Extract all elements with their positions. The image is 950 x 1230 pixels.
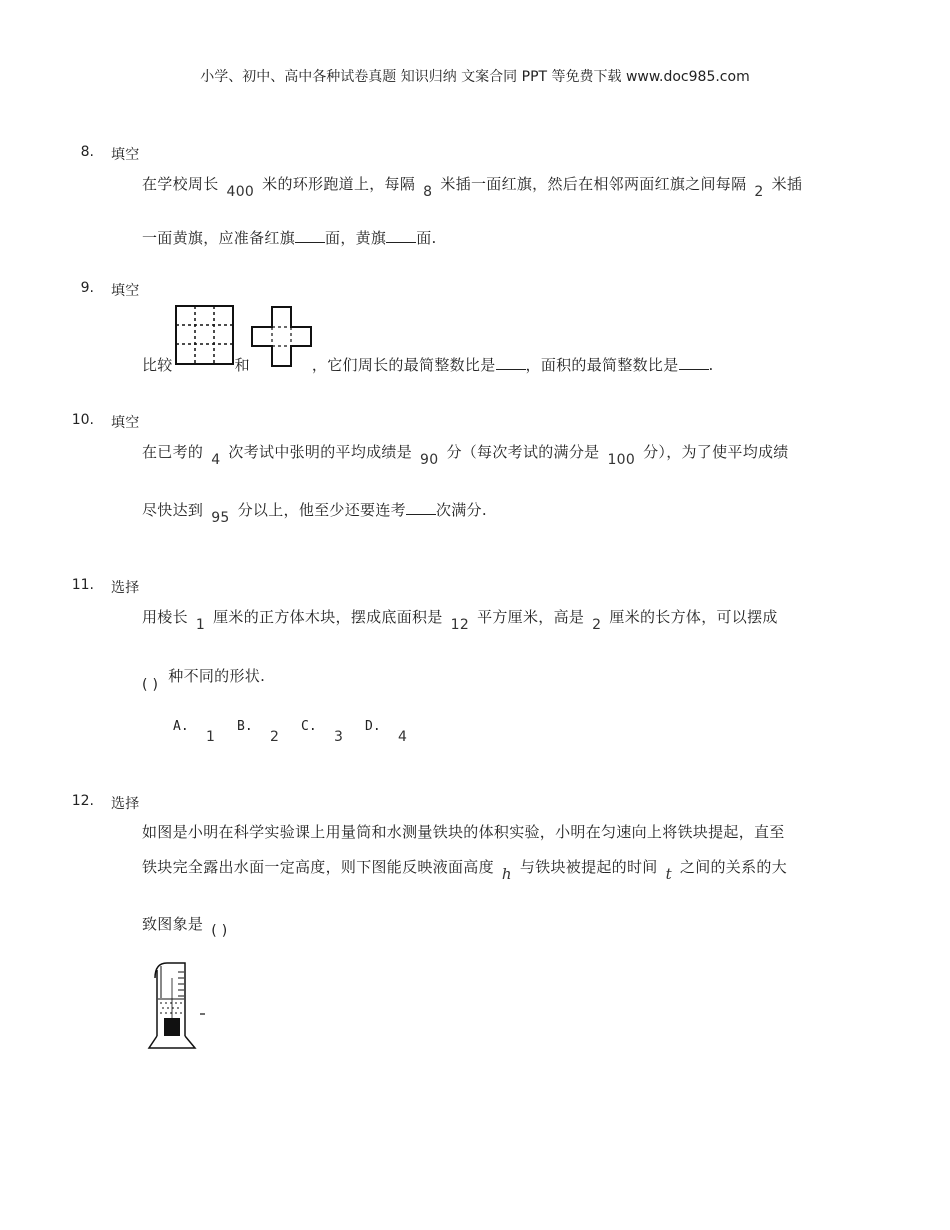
question-type: 填空 — [111, 147, 140, 163]
question-number: 8. — [80, 144, 94, 160]
question-8-label — [40, 144, 100, 160]
q11-line-2: ( ) 种不同的形状. — [142, 667, 266, 693]
q8-line-2: 一面黄旗，应准备红旗 面，黄旗 面. — [142, 229, 437, 247]
question-11-label: 11. — [71, 577, 94, 593]
q8-line-1: 在学校周长 400 米的环形跑道上，每隔 8 米插一面红旗，然后在相邻两面红旗之间每隔 2 米插 — [142, 175, 803, 200]
question-10-label: 10. — [71, 412, 94, 428]
answer-parentheses[interactable]: ( ) — [211, 923, 228, 939]
question-9-label: 9. — [80, 280, 94, 296]
question-type: 选择 — [111, 796, 140, 812]
option-d-value: 4 — [398, 729, 407, 745]
q9-line: 比较 和 ，它们周长的最简整数比是 ，面积的最简整数比是 . — [142, 356, 714, 374]
question-type: 填空 — [111, 415, 140, 431]
answer-parentheses[interactable]: ( ) — [142, 677, 159, 693]
square-grid-figure — [175, 305, 235, 369]
cross-shape-figure — [250, 305, 314, 371]
graduated-cylinder-figure — [145, 958, 215, 1053]
option-b-value: 2 — [270, 729, 279, 745]
option-a-label[interactable]: A. — [173, 719, 189, 734]
answer-blank[interactable] — [496, 355, 526, 370]
question-type: 选择 — [111, 580, 140, 596]
question-type: 填空 — [111, 283, 140, 299]
option-d-label[interactable]: D. — [365, 719, 381, 734]
q12-line-3: 致图象是 ( ) — [142, 915, 228, 939]
option-a-value: 1 — [206, 729, 215, 745]
answer-blank[interactable] — [406, 500, 436, 515]
q12-line-1: 如图是小明在科学实验课上用量筒和水测量铁块的体积实验，小明在匀速向上将铁块提起，直至 — [142, 823, 785, 841]
question-12-label: 12. — [71, 793, 94, 809]
q10-line-2: 尽快达到 95 分以上，他至少还要连考 次满分. — [142, 501, 487, 526]
q11-line-1: 用棱长 1 厘米的正方体木块，摆成底面积是 12 平方厘米，高是 2 厘米的长方体，可以摆成 — [142, 608, 778, 633]
answer-blank[interactable] — [295, 228, 325, 243]
option-b-label[interactable]: B. — [237, 719, 253, 734]
q12-line-2: 铁块完全露出水面一定高度，则下图能反映液面高度 h 与铁块被提起的时间 t 之间的关系的大 — [142, 858, 788, 883]
q10-line-1: 在已考的 4 次考试中张明的平均成绩是 90 分（每次考试的满分是 100 分），为了使平均成绩 — [142, 443, 789, 468]
page-header: 小学、初中、高中各种试卷真题 知识归纳 文案合同 PPT 等免费下载 www.doc985.com — [200, 69, 750, 85]
answer-blank[interactable] — [679, 355, 709, 370]
answer-blank[interactable] — [386, 228, 416, 243]
option-c-value: 3 — [334, 729, 343, 745]
option-c-label[interactable]: C. — [301, 719, 317, 734]
